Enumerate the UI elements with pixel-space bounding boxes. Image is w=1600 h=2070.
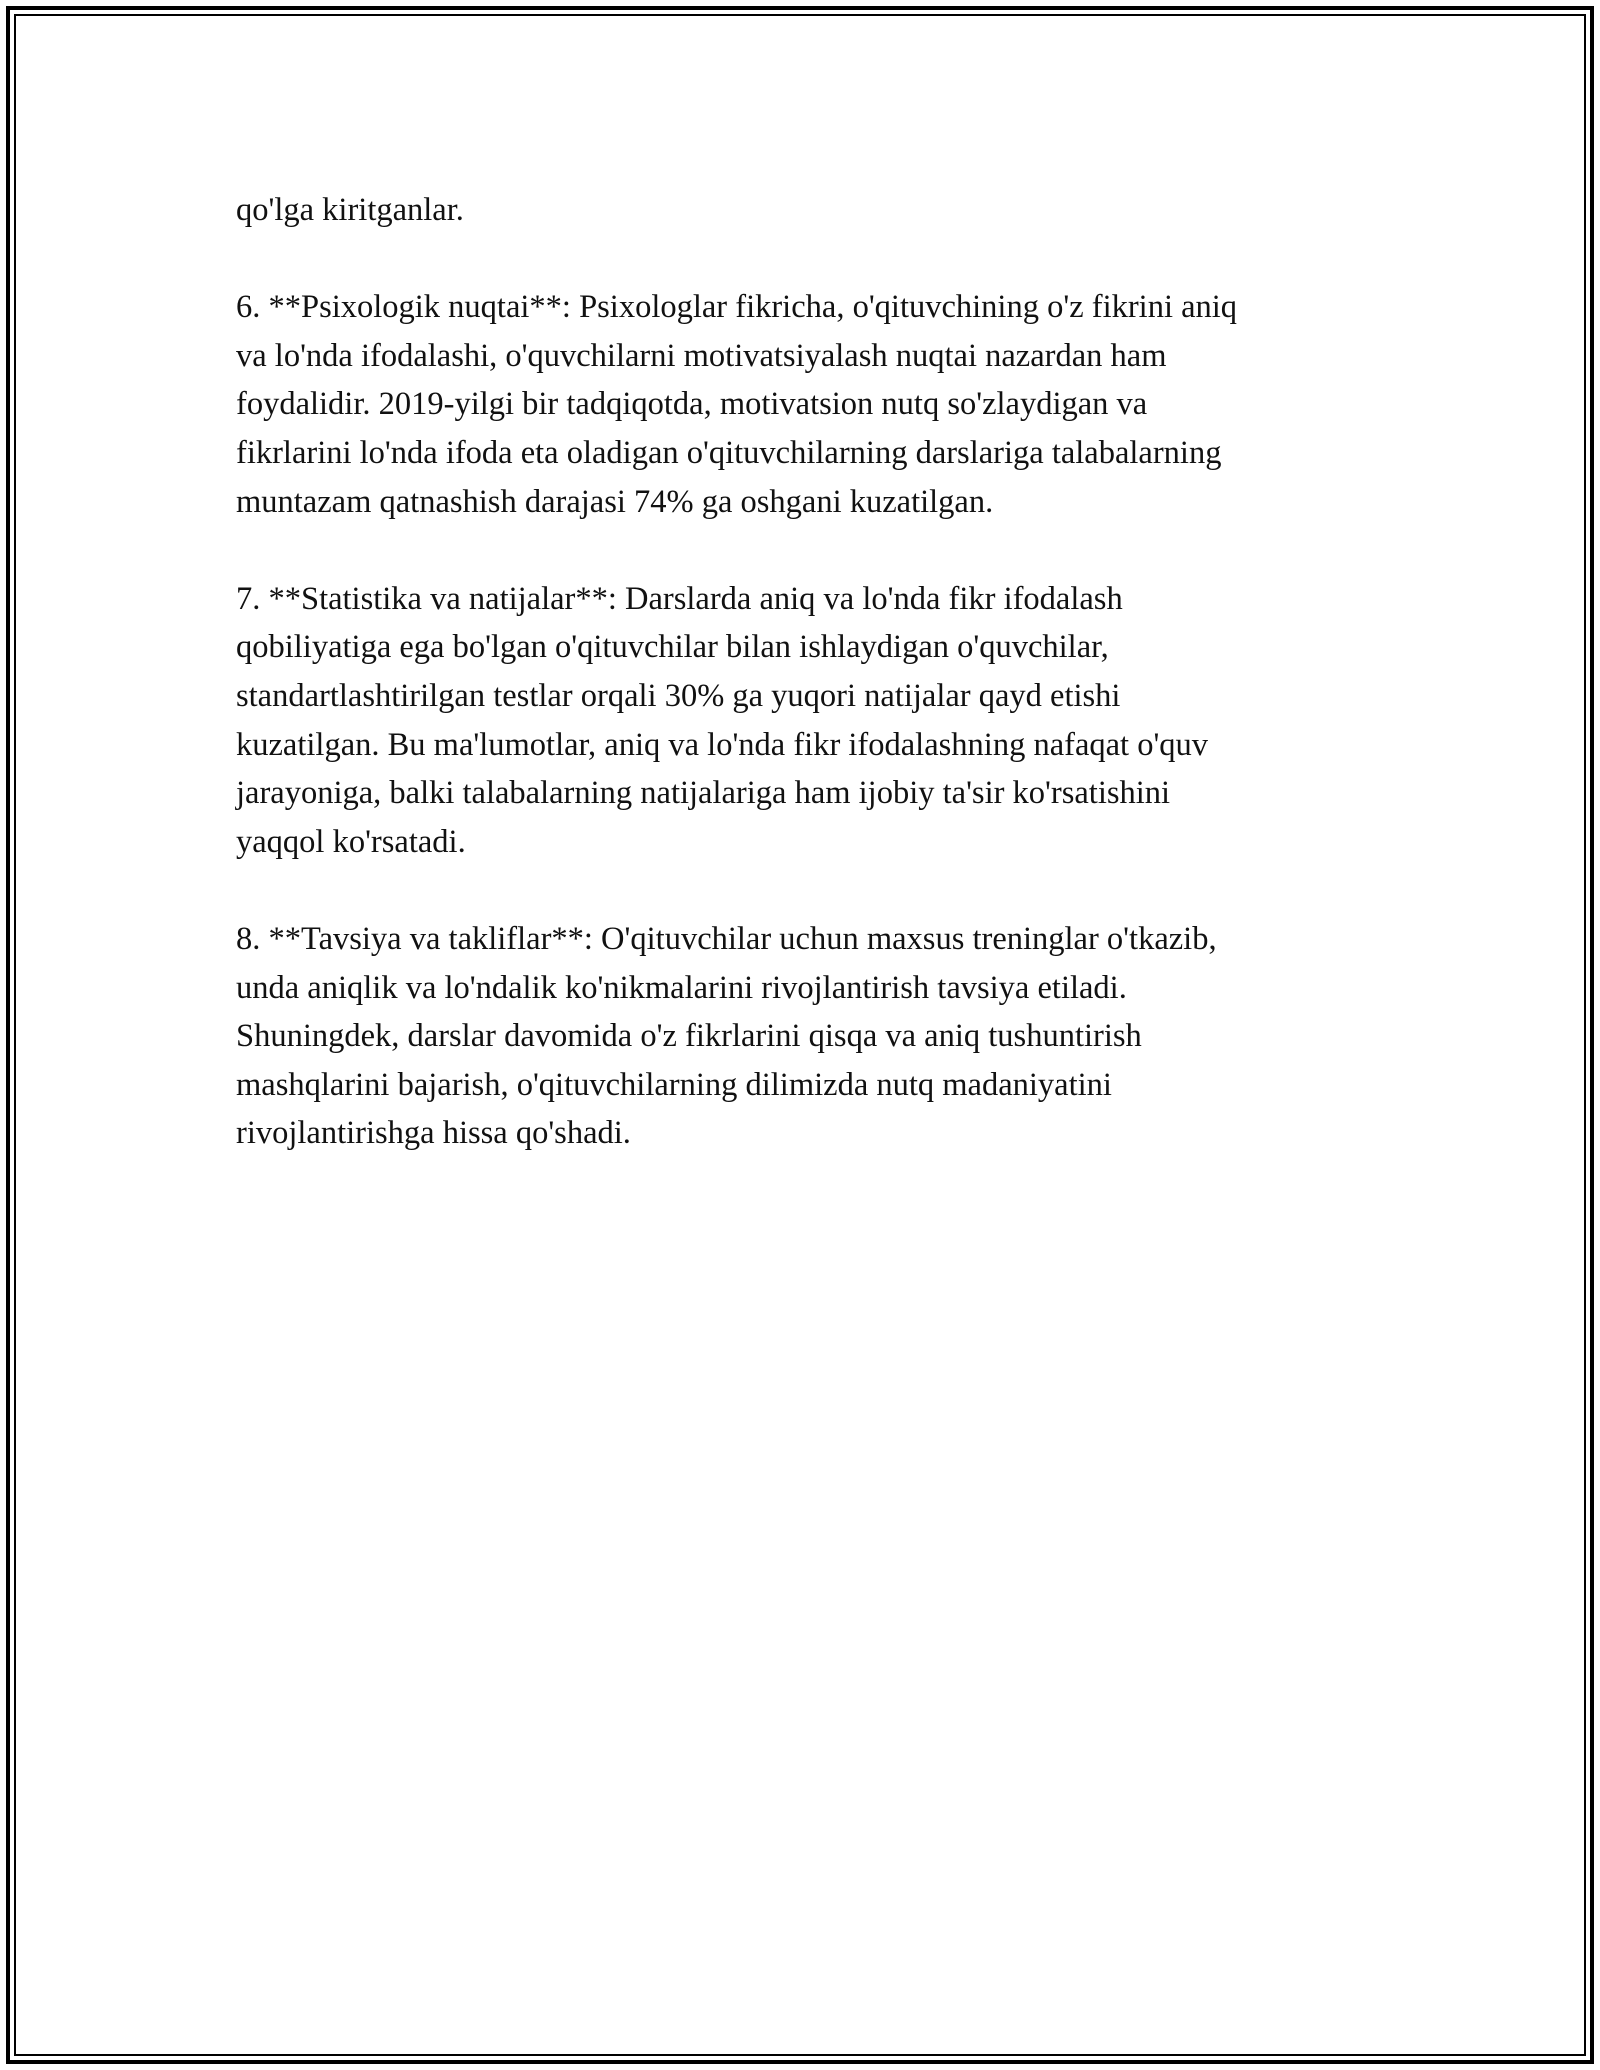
paragraph-psixologik-nuqtai: 6. **Psixologik nuqtai**: Psixologlar fikricha, o'qituvchining o'z fikrini aniq va lo'nda ifodalashi, o'quvchilarni motivatsiyalash nuqtai nazardan ham foydalidir. 2019-yilgi bir tadqiqotda, motivatsion nutq so'zlaydigan va fikrlarini lo'nda ifoda eta oladigan o'qituvchilarning darslariga talabalarning muntazam qatnashish darajasi 74% ga oshgani kuzatilgan.: [236, 289, 1238, 520]
document-body: [236, 186, 1376, 1206]
paragraph-tavsiya-va-takliflar: 8. **Tavsiya va takliflar**: O'qituvchilar uchun maxsus treninglar o'tkazib, unda aniqlik va lo'ndalik ko'nikmalarini rivojlantirish tavsiya etiladi. Shuningdek, darslar davomida o'z fikrlarini qisqa va aniq tushuntirish mashqlarini bajarish, o'qituvchilarning dilimizda nutq madaniyatini rivojlantirishga hissa qo'shadi.: [236, 920, 1217, 1152]
paragraph-continuation: qo'lga kiritganlar.: [236, 192, 464, 228]
paragraph-statistika-va-natijalar: 7. **Statistika va natijalar**: Darslarda aniq va lo'nda fikr ifodalash qobiliyatiga ega bo'lgan o'qituvchilar bilan ishlaydigan o'quvchilar, standartlashtirilgan testlar orqali 30% ga yuqori natijalar qayd etishi kuzatilgan. Bu ma'lumotlar, aniq va lo'nda fikr ifodalashning nafaqat o'quv jarayoniga, balki talabalarning natijalariga ham ijobiy ta'sir ko'rsatishini yaqqol ko'rsatadi.: [236, 580, 1209, 860]
